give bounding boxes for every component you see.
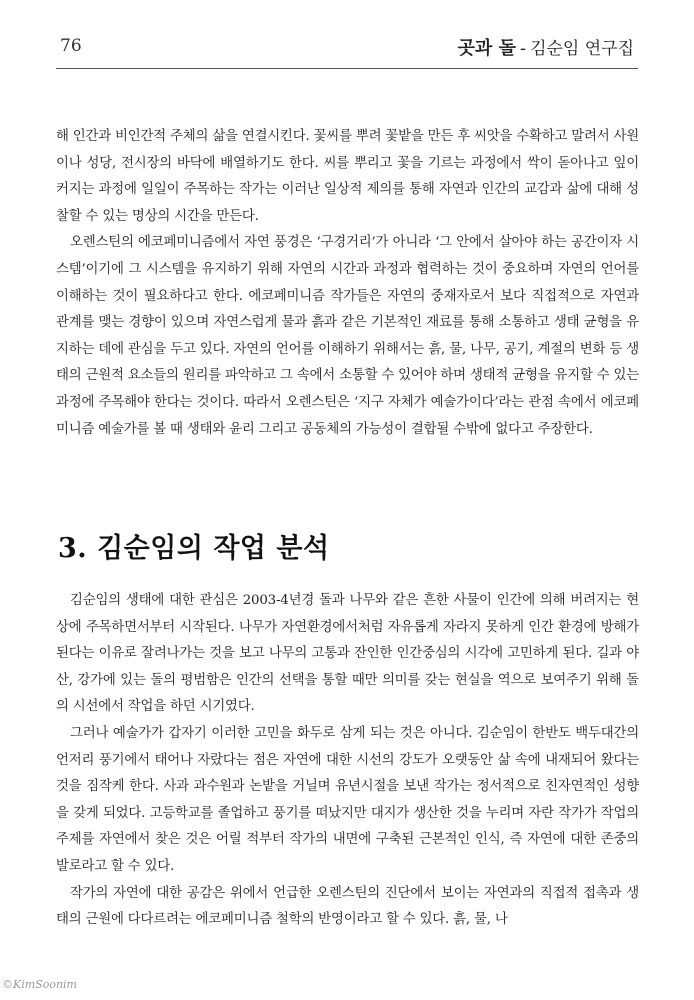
page-number: 76 <box>60 36 82 56</box>
paragraph: 작가의 자연에 대한 공감은 위에서 언급한 오렌스틴의 진단에서 보이는 자연과의 직접적 접촉과 생태의 근원에 다다르려는 에코페미니즘 철학의 반영이라고 할 수 있다. 흙, 물, 나 <box>56 885 639 928</box>
body-text-bottom <box>56 588 639 934</box>
paragraph: 김순임의 생태에 대한 관심은 2003-4년경 돌과 나무와 같은 흔한 사물이 인간에 의해 버려지는 현상에 주목하면서부터 시작된다. 나무가 자연환경에서처럼 자유롭게 자라지 못하게 인간 환경에 방해가 된다는 이유로 잘려나가는 것을 보고 나무의 고통과 잔인한 인간중심의 시각에 고민하게 된다. 길과 야산, 강가에 있는 돌의 평범함은 인간의 선택을 통할 때만 의미를 갖는 현실을 역으로 보여주기 위해 돌의 시선에서 작업을 하던 시기였다. <box>56 593 639 715</box>
running-header <box>458 34 634 60</box>
body-text-top <box>56 124 639 443</box>
book-subtitle: 김순임 연구집 <box>530 39 634 59</box>
paragraph: 그러나 예술가가 갑자기 이러한 고민을 화두로 삼게 되는 것은 아니다. 김순임이 한반도 백두대간의 언저리 풍기에서 태어나 자랐다는 점은 자연에 대한 시선의 강도가 오랫동안 삶 속에 내재되어 왔다는 것을 짐작케 한다. 사과 과수원과 논밭을 거닐며 유년시절을 보낸 작가는 정서적으로 친자연적인 성향을 갖게 되었다. 고등학교를 졸업하고 풍기를 떠났지만 대지가 생산한 것을 누리며 자란 작가가 작업의 주제를 자연에서 찾은 것은 어릴 적부터 작가의 내면에 구축된 근본적인 인식, 즉 자연에 대한 존중의 발로라고 할 수 있다. <box>56 725 639 874</box>
header-rule <box>56 68 638 69</box>
book-title: 곳과 돌 <box>457 38 516 59</box>
paragraph: 해 인간과 비인간적 주체의 삶을 연결시킨다. 꽃씨를 뿌려 꽃밭을 만든 후 씨앗을 수확하고 말려서 사원이나 성당, 전시장의 바닥에 배열하기도 한다. 씨를 뿌리고 꽃을 기르는 과정에서 싹이 돋아나고 잎이 커지는 과정에 일일이 주목하는 작가는 이러난 일상적 제의를 통해 자연과 인간의 교감과 삶에 대해 성찰할 수 있는 명상의 시간을 만든다. <box>56 129 639 224</box>
paragraph: 오렌스틴의 에코페미니즘에서 자연 풍경은 ‘구경거리’가 아니라 ‘그 안에서 살아야 하는 공간이자 시스템’이기에 그 시스템을 유지하기 위해 자연의 시간과 과정과 협력하는 것이 중요하며 자연의 언어를 이해하는 것이 필요하다고 한다. 에코페미니즘 작가들은 자연의 중재자로서 보다 직접적으로 자연과 관계를 맺는 경향이 있으며 자연스럽게 물과 흙과 같은 기본적인 재료를 통해 소통하고 생태 균형을 유지하는 데에 관심을 두고 있다. 자연의 언어를 이해하기 위해서는 흙, 물, 나무, 공기, 계절의 변화 등 생태의 근원적 요소들의 원리를 파악하고 그 속에서 소통할 수 있어야 하며 생태적 균형을 유지할 수 있는 과정에 주목해야 한다는 것이다. 따라서 오렌스틴은 ‘지구 자체가 예술가이다’라는 관점 속에서 에코페미니즘 예술가를 볼 때 생태와 윤리 그리고 공동체의 가능성이 결합될 수밖에 없다고 주장한다. <box>56 235 639 437</box>
section-heading: 3. 김순임의 작업 분석 <box>58 533 330 564</box>
header-separator: - <box>519 38 527 59</box>
copyright-watermark: ©KimSoonim <box>2 978 77 991</box>
